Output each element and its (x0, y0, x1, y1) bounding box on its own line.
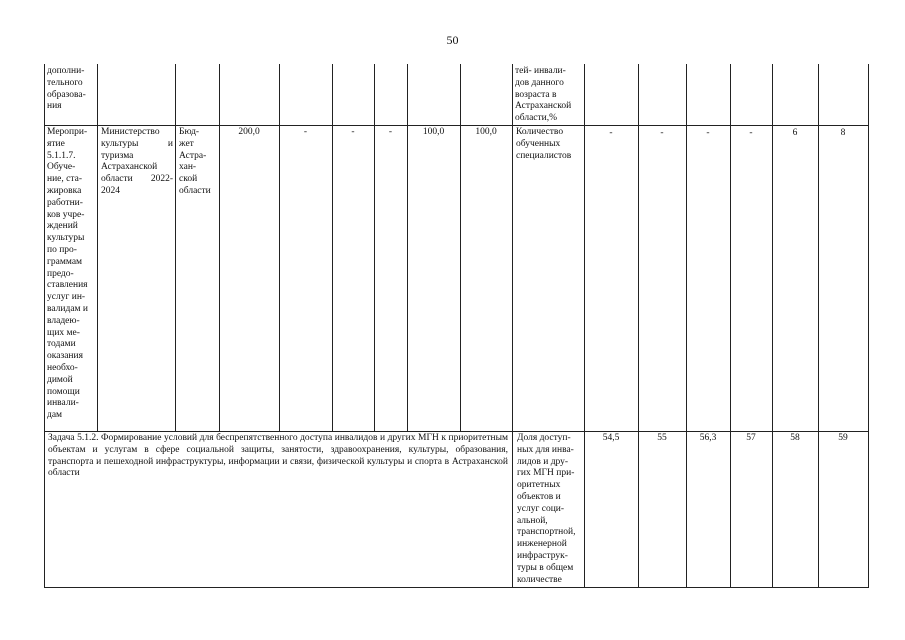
page-number: 50 (446, 33, 459, 47)
cell-indicator-value: 57 (746, 433, 756, 443)
cell-indicator-value: - (749, 128, 753, 138)
cell-indicator: Доля доступ- ных для инва- лидов и дру- гих МГН при- оритетных объектов и услуг соци- альной, транспортной, инженерной инфраструк- туры в общем количестве (517, 433, 576, 585)
cell-indicator-value: 56,3 (699, 433, 717, 443)
cell-year-value: - (351, 127, 355, 137)
cell-indicator-value: 55 (657, 433, 667, 443)
cell-program-name: дополни- тельного образова- ния (47, 66, 86, 112)
cell-indicator-value: - (660, 128, 664, 138)
cell-year-value: - (388, 127, 393, 137)
cell-year-value: 100,0 (475, 127, 497, 137)
cell-indicator-value: 6 (792, 128, 798, 138)
cell-executor: Министерство культуры и туризма Астраханской области 2022-2024 (101, 127, 173, 196)
cell-indicator-value: 8 (840, 128, 846, 138)
cell-indicator: тей- инвали- дов данного возраста в Астраханской области,% (515, 66, 572, 124)
cell-indicator-value: 54,5 (602, 433, 620, 443)
cell-measure-name: Меропри- ятие 5.1.1.7. Обуче- ние, ста- жировка работни- ков учре- ждений культуры по про- граммам предо- ставления услуг ин- валидам и владею- щих ме- тодами оказания необхо- димой помощи инвали- дам (47, 127, 89, 421)
cell-indicator-value: 58 (790, 433, 800, 443)
cell-year-value: - (303, 127, 308, 137)
cell-funding-source: Бюд- жет Астра- хан- ской области (179, 127, 211, 196)
cell-year-value: 100,0 (422, 127, 445, 137)
cell-indicator-value: - (706, 128, 710, 138)
cell-indicator: Количество обученных специалистов (516, 127, 572, 161)
cell-indicator-value: 59 (838, 433, 848, 443)
cell-task-description: Задача 5.1.2. Формирование условий для беспрепятственного доступа инвалидов и других МГН к приоритетным объектам и услугам в сфере социальной защиты, занятости, здравоохранения, культуры, образования, транспорта и пешеходной инфраструктуры, информации и связи, физической культуры и спорта в Астраханской области (48, 433, 508, 479)
cell-total: 200,0 (238, 127, 260, 137)
cell-indicator-value: - (609, 128, 613, 138)
